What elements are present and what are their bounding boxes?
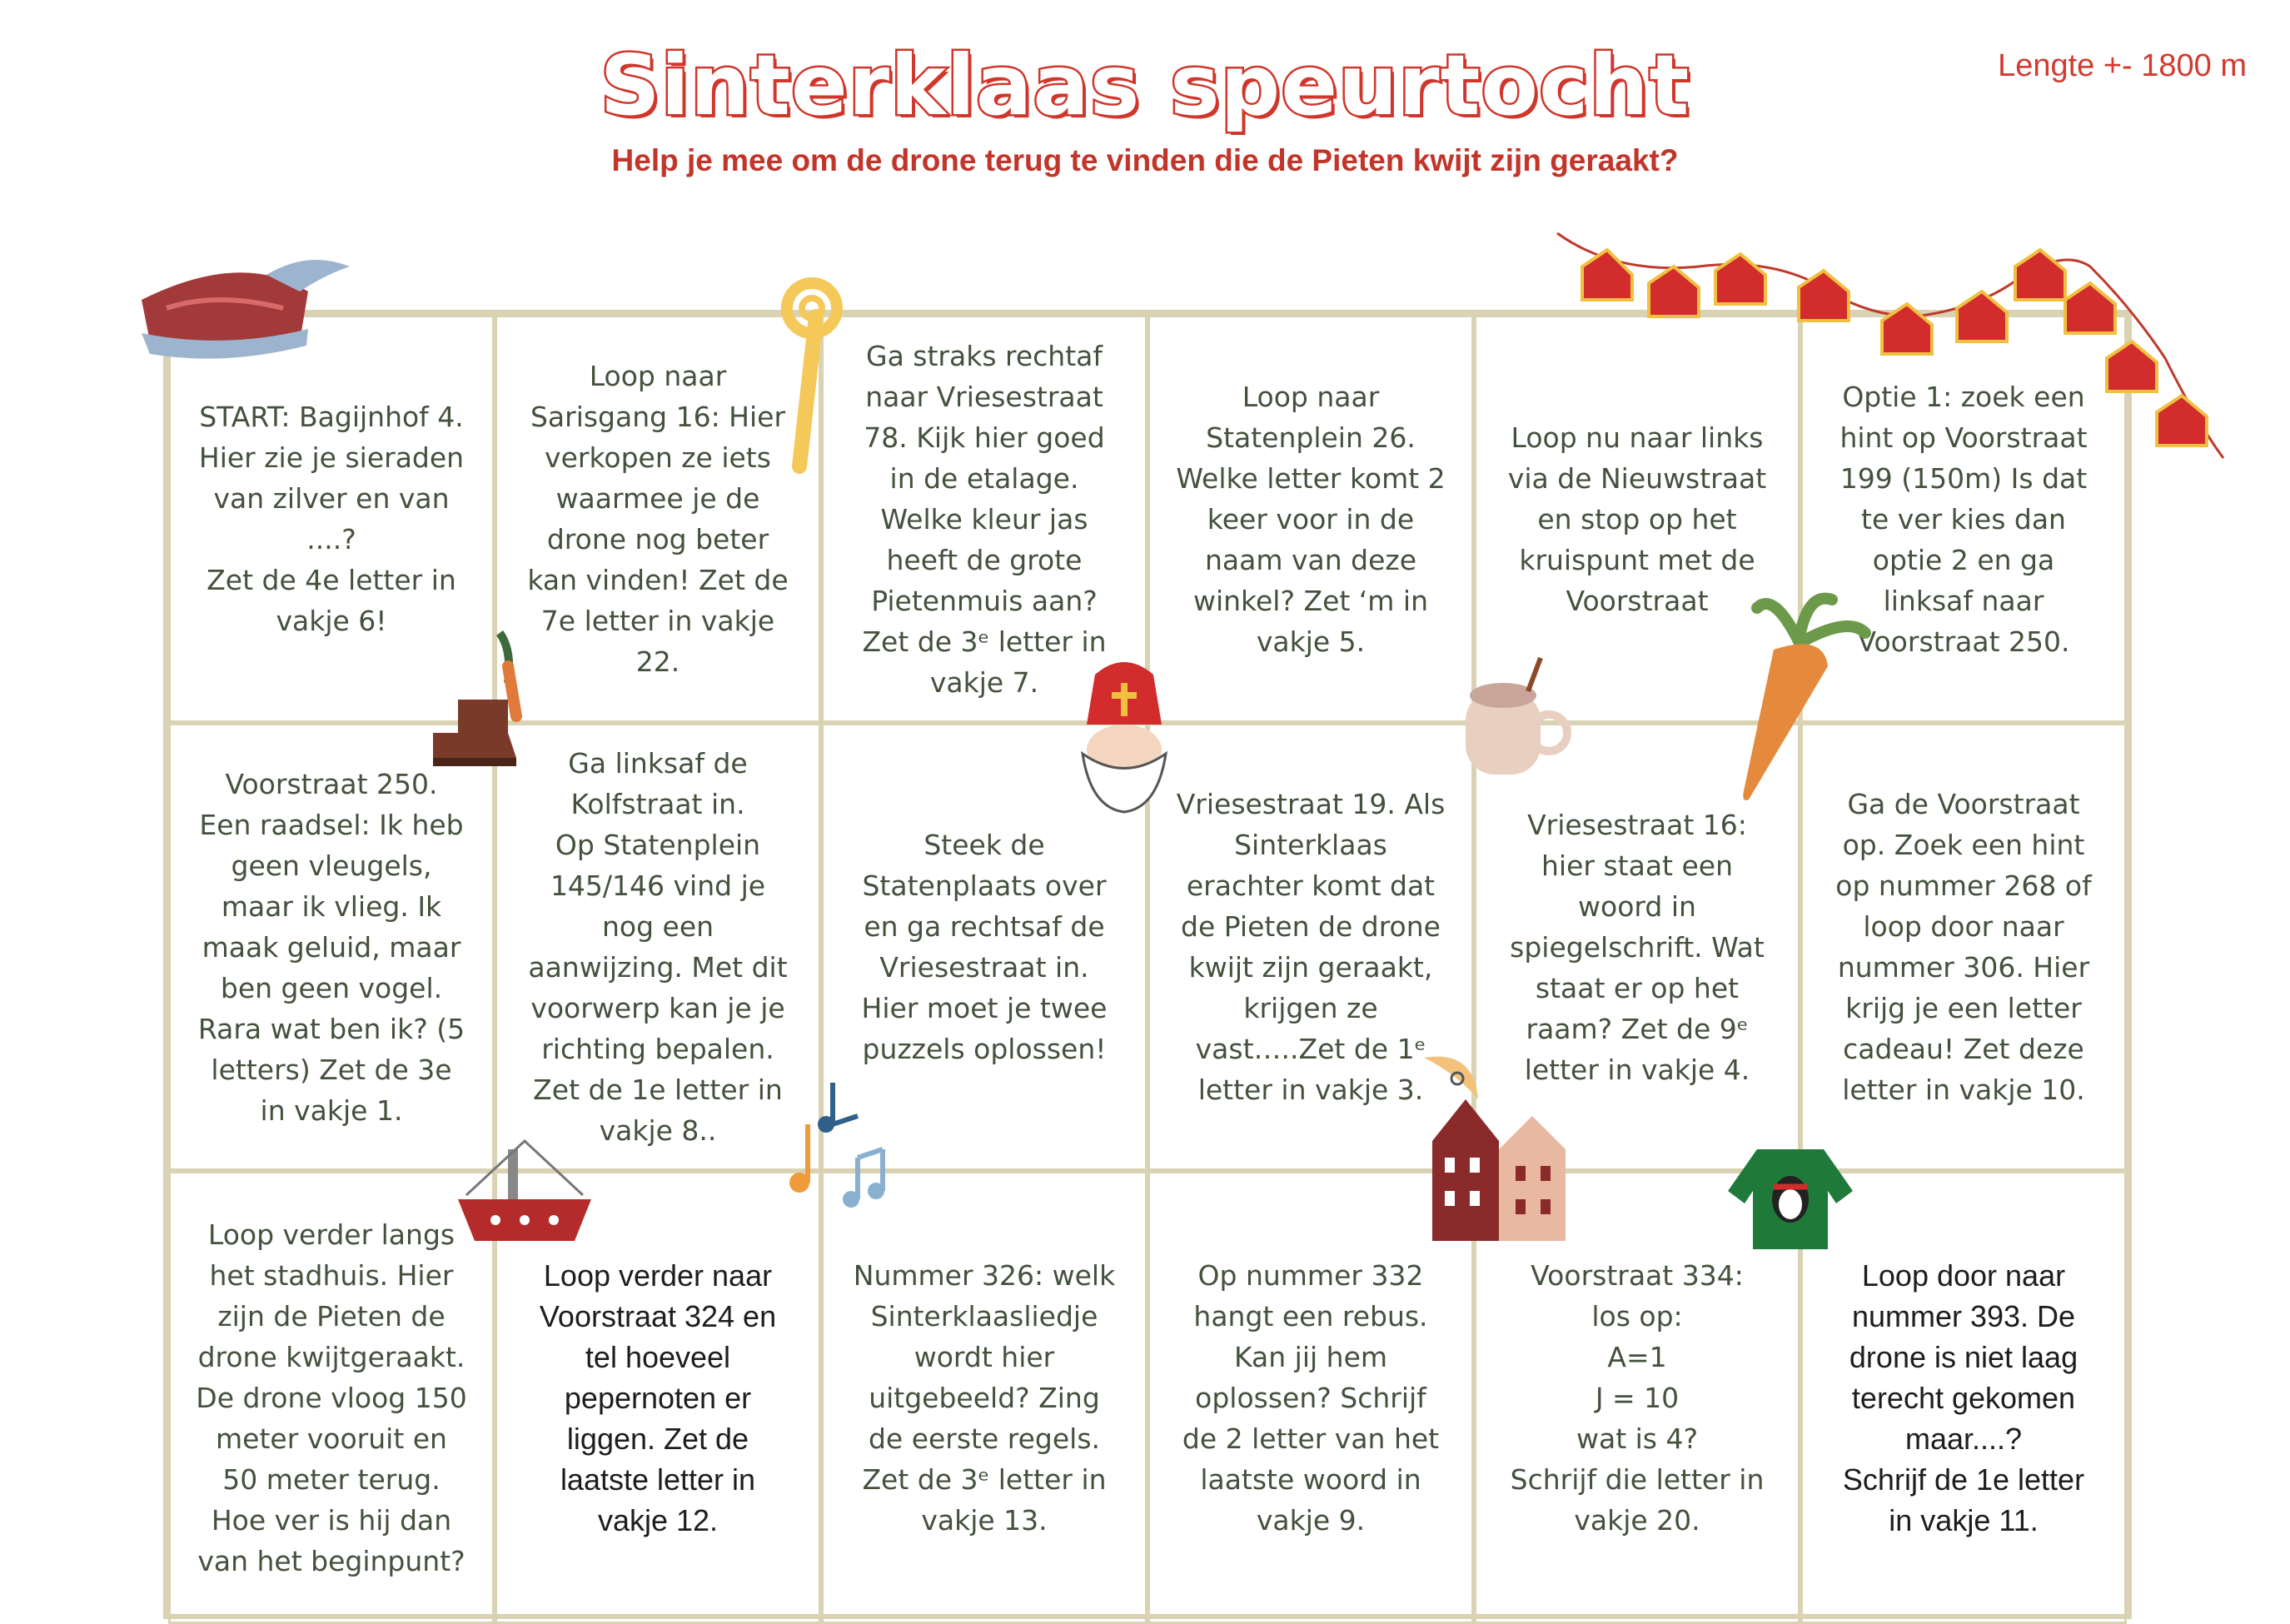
page-title: Sinterklaas speurtocht bbox=[600, 37, 1690, 134]
sweater-icon bbox=[1724, 1141, 1857, 1258]
cocoa-icon bbox=[1449, 650, 1582, 783]
route-length: Lengte +- 1800 m bbox=[1998, 48, 2247, 83]
clue-cell: Loop naar Statenplein 26. Welke letter komt 2 keer voor in de naam van deze winkel? Zet ‘m in vakje 5. bbox=[1147, 315, 1474, 723]
staff-icon bbox=[762, 275, 854, 475]
boot-icon bbox=[425, 616, 541, 775]
clue-cell: Voorstraat 334: los op: A=1 J = 10 wat is 4? Schrijf die letter in vakje 20. bbox=[1474, 1171, 1800, 1624]
steamboat-icon bbox=[450, 1133, 600, 1249]
sinterklaas-icon bbox=[1058, 650, 1191, 816]
clue-cell: Ga straks rechtaf naar Vriesestraat 78. Kijk hier goed in de etalage. Welke kleur jas heeft de grote Pietenmuis aan? Zet de 3ᵉ letter in vakje 7. bbox=[821, 315, 1147, 723]
clue-cell: Loop nu naar links via de Nieuwstraat en stop op het kruispunt met de Voorstraat bbox=[1474, 315, 1800, 723]
clue-cell: Steek de Statenplaats over en ga rechtsaf de Vriesestraat in. Hier moet je twee puzzels oplossen! bbox=[821, 723, 1147, 1171]
clue-cell: Vriesestraat 19. Als Sinterklaas erachter komt dat de Pieten de drone kwijt zijn geraakt, krijgen ze vast…..Zet de 1ᵉ letter in vakje 3. bbox=[1147, 723, 1474, 1171]
carrot-icon bbox=[1724, 583, 1874, 808]
clue-cell: Nummer 326: welk Sinterklaasliedje wordt hier uitgebeeld? Zing de eerste regels. Zet de 3ᵉ letter in vakje 13. bbox=[821, 1171, 1147, 1624]
puzzle-grid bbox=[163, 310, 2132, 1619]
clue-cell: Op nummer 332 hangt een rebus. Kan jij hem oplossen? Schrijf de 2 letter van het laatste woord in vakje 9. bbox=[1147, 1171, 1474, 1624]
music-notes-icon bbox=[766, 1074, 916, 1216]
page-subtitle: Help je mee om de drone terug te vinden die de Pieten kwijt zijn geraakt? bbox=[611, 143, 1679, 177]
clue-cell: Voorstraat 250. Een raadsel: Ik heb geen vleugels, maar ik vlieg. Ik maak geluid, maar ben geen vogel. Rara wat ben ik? (5 letters) Zet de 3e in vakje 1. bbox=[168, 723, 495, 1171]
mitre-hat-icon bbox=[117, 250, 358, 366]
clue-cell: START: Bagijnhof 4. Hier zie je sieraden van zilver en van ....? Zet de 4e letter in vakje 6! bbox=[168, 315, 495, 723]
clue-cell: Loop door naar nummer 393. De drone is niet laag terecht gekomen maar....? Schrijf de 1e letter in vakje 11. bbox=[1800, 1171, 2127, 1624]
clue-cell: Ga de Voorstraat op. Zoek een hint op nummer 268 of loop door naar nummer 306. Hier krijg je een letter cadeau! Zet deze letter in vakje 10. bbox=[1800, 723, 2127, 1171]
clue-cell: Loop verder langs het stadhuis. Hier zijn de Pieten de drone kwijtgeraakt. De drone vloog 150 meter vooruit en 50 meter terug. Hoe ver is hij dan van het beginpunt? bbox=[168, 1171, 495, 1624]
bunting-icon bbox=[1549, 225, 2232, 475]
clue-cell: Optie 1: zoek een hint op Voorstraat 199 (150m) Is dat te ver kies dan optie 2 en ga linksaf naar Voorstraat 250. bbox=[1800, 315, 2127, 723]
clue-cell: Vriesestraat 16: hier staat een woord in spiegelschrift. Wat staat er op het raam? Zet de 9ᵉ letter in vakje 4. bbox=[1474, 723, 1800, 1171]
clue-cell: Loop naar Sarisgang 16: Hier verkopen ze iets waarmee je de drone nog beter kan vinden! Zet de 7e letter in vakje 22. bbox=[495, 315, 821, 723]
clue-cell: Ga linksaf de Kolfstraat in. Op Statenplein 145/146 vind je nog een aanwijzing. Met dit voorwerp kan je je richting bepalen. Zet de 1e letter in vakje 8.. bbox=[495, 723, 821, 1171]
houses-icon bbox=[1424, 1083, 1582, 1241]
clue-cell: Loop verder naar Voorstraat 324 en tel hoeveel pepernoten er liggen. Zet de laatste letter in vakje 12. bbox=[495, 1171, 821, 1624]
